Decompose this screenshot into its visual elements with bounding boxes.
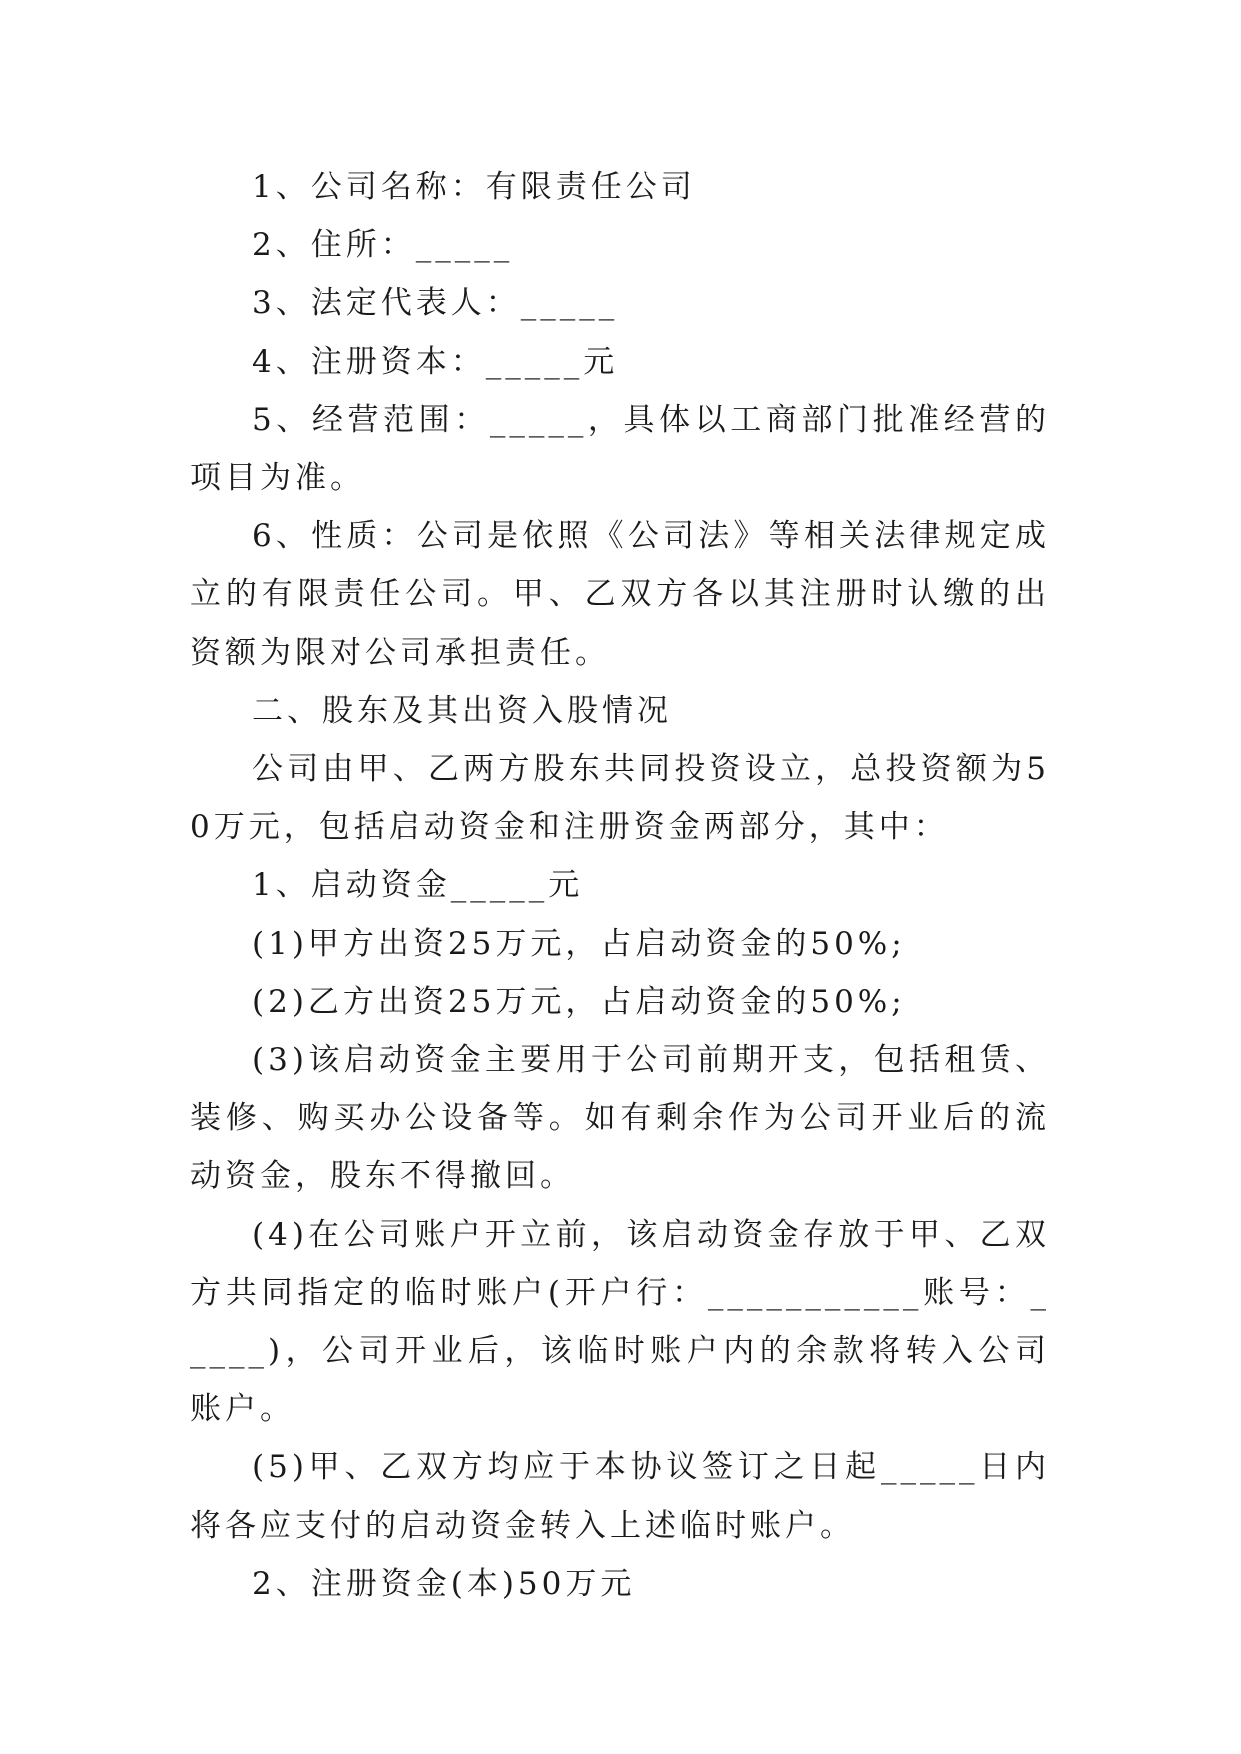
business-scope-clause: 5、经营范围：_____，具体以工商部门批准经营的项目为准。 [190, 401, 1050, 497]
startup-funds-clause: 1、启动资金_____元 [252, 867, 584, 904]
document-body [190, 158, 1050, 1613]
section-heading-shareholders: 二、股东及其出资入股情况 [252, 692, 672, 729]
party-b-contribution-item: (2)乙方出资25万元，占启动资金的50%; [252, 983, 906, 1020]
startup-funds-usage-item: (3)该启动资金主要用于公司前期开支，包括租赁、装修、购买办公设备等。如有剩余作为公司开业后的流动资金，股东不得撤回。 [190, 1042, 1050, 1195]
transfer-deadline-item: (5)甲、乙双方均应于本协议签订之日起_____日内将各应支付的启动资金转入上述临时账户。 [190, 1449, 1050, 1544]
company-nature-clause: 6、性质：公司是依照《公司法》等相关法律规定成立的有限责任公司。甲、乙双方各以其注册时认缴的出资额为限对公司承担责任。 [190, 518, 1050, 671]
temporary-account-item: (4)在公司账户开立前，该启动资金存放于甲、乙双方共同指定的临时账户(开户行：___________账号：_____)，公司开业后，该临时账户内的余款将转入公司账户。 [190, 1216, 1050, 1428]
investment-overview-paragraph: 公司由甲、乙两方股东共同投资设立，总投资额为50万元，包括启动资金和注册资金两部分，其中： [190, 751, 1050, 846]
address-clause: 2、住所：_____ [252, 227, 514, 264]
legal-representative-clause: 3、法定代表人：_____ [252, 285, 619, 322]
party-a-contribution-item: (1)甲方出资25万元，占启动资金的50%; [252, 925, 906, 962]
company-name-clause: 1、公司名称：有限责任公司 [252, 169, 696, 205]
registered-capital-clause: 4、注册资本：_____元 [252, 343, 619, 380]
registered-funds-clause: 2、注册资金(本)50万元 [252, 1565, 636, 1602]
